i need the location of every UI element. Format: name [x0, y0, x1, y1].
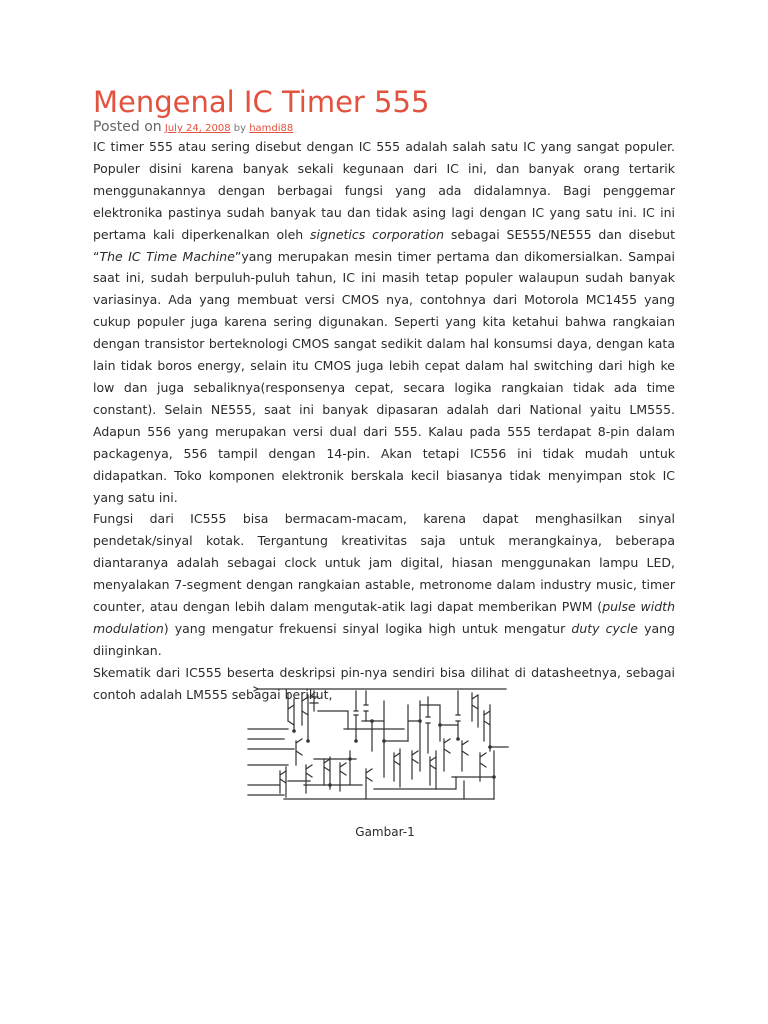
post-body [93, 136, 675, 706]
paragraph-2-text-c: yang diinginkan. [93, 620, 675, 658]
paragraph-1-text-a: IC timer 555 atau sering disebut dengan IC 555 adalah salah satu IC yang sangat populer. Populer disini karena banyak sekali kegunaan dari IC ini, dan banyak orang tertarik menggunakannya dengan berbagai fungsi yang ada didalamnya. Bagi penggemar elektronika pastinya sudah banyak tau dan tidak asing lagi dengan IC yang satu ini. IC ini pertama kali diperkenalkan oleh [93, 139, 675, 242]
paragraph-2-text-b: ) yang mengatur frekuensi sinyal logika high untuk mengatur [163, 620, 572, 636]
paragraph-2-emphasis-a: pulse width modulation [93, 599, 675, 636]
paragraph-1 [93, 136, 675, 508]
paragraph-2-emphasis-b: duty cycle [571, 620, 638, 636]
post-meta [93, 119, 293, 137]
posted-on-label: Posted on [93, 119, 162, 135]
paragraph-1-emphasis-b: The IC Time Machine [99, 248, 235, 264]
post-date-link[interactable]: July 24, 2008 [164, 123, 231, 134]
circuit-schematic-drawing [244, 681, 514, 803]
paragraph-3: Skematik dari IC555 beserta deskripsi pin-nya sendiri bisa dilihat di datasheetnya, sebagai contoh adalah LM555 sebagai berikut, [93, 664, 675, 702]
paragraph-1-text-b: sebagai SE555/NE555 dan disebut “ [93, 226, 676, 264]
by-label: by [233, 123, 247, 134]
paragraph-1-text-c: ”yang merupakan mesin timer pertama dan dikomersialkan. Sampai saat ini, sudah berpuluh-puluh tahun, IC ini masih tetap populer walaupun sudah banyak variasinya. Ada yang membuat versi CMOS nya, contohnya dari Motorola MC1455 yang cukup populer juga karena sering digunakan. Seperti yang kita ketahui bahwa rangkaian dengan transistor berteknologi CMOS sangat sedikit dalam hal konsumsi daya, dengan kata lain tidak boros energy, selain itu CMOS juga lebih cepat dalam hal switching dari high ke low dan juga sebaliknya(responsenya cepat, secara logika rangkaian tidak ada time constant). Selain NE555, saat ini banyak dipasaran adalah dari National yaitu LM555. Adapun 556 yang merupakan versi dual dari 555. Kalau pada 555 terdapat 8-pin dalam packagenya, 556 tampil dengan 14-pin. Akan tetapi IC556 ini tidak mudah untuk didapatkan. Toko komponen elektronik berskala kecil biasanya tidak menyimpan stok IC yang satu ini. [93, 248, 675, 505]
author-link[interactable]: hamdi88 [249, 123, 294, 134]
paragraph-1-emphasis-a: signetics corporation [310, 226, 445, 242]
post-title: Mengenal IC Timer 555 [93, 85, 430, 119]
paragraph-2-text-a: Fungsi dari IC555 bisa bermacam-macam, karena dapat menghasilkan sinyal pendetak/sinyal kotak. Tergantung kreativitas saja untuk merangkainya, beberapa diantaranya adalah sebagai clock untuk jam digital, hiasan menggunakan lampu LED, menyalakan 7-segment dengan rangkaian astable, metronome dalam industry music, timer counter, atau dengan lebih dalam mengutak-atik lagi dapat memberikan PWM ( [93, 511, 675, 615]
figure-caption: Gambar-1 [355, 825, 415, 839]
paragraph-2 [93, 508, 675, 661]
lm555-schematic-image [244, 681, 514, 803]
